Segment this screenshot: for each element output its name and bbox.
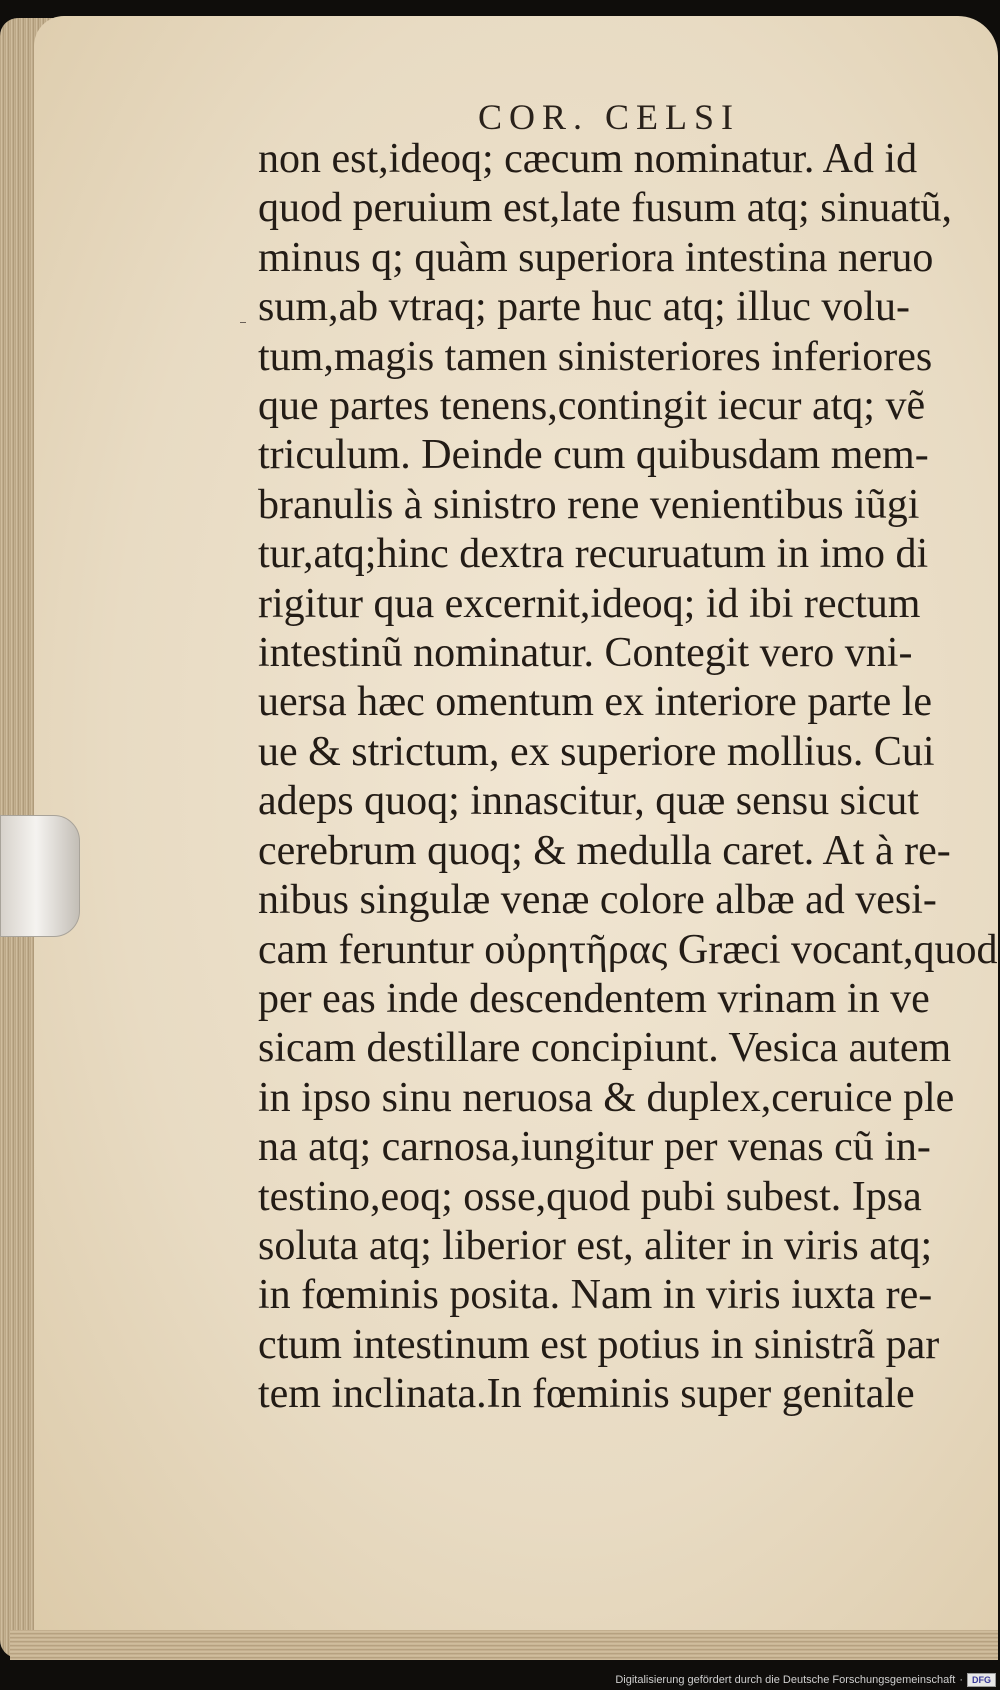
text-line: cam feruntur οὐρητῆρας Græci vocant,quod (258, 926, 998, 973)
text-line: tur,atq;hinc dextra recuruatum in imo di (258, 531, 929, 578)
text-line: soluta atq; liberior est, aliter in viris atq; (258, 1222, 933, 1269)
text-line: na atq; carnosa,iungitur per venas cũ in- (258, 1124, 931, 1171)
text-line: tem inclinata.In fœminis super genitale (258, 1371, 915, 1418)
text-block (258, 135, 998, 1420)
text-line: minus q; quàm superiora intestina neruo (258, 234, 934, 281)
text-line: per eas inde descendentem vrinam in ve (258, 975, 930, 1022)
separator-dot: · (959, 1674, 963, 1686)
page-clip (0, 815, 80, 937)
running-head: COR. CELSI (478, 97, 741, 137)
text-line: tum,magis tamen sinisteriores inferiores (258, 333, 933, 380)
digitization-credit (600, 1672, 996, 1688)
text-line: intestinũ nominatur. Contegit vero vni- (258, 630, 913, 677)
text-line: sicam destillare concipiunt. Vesica autem (258, 1025, 952, 1072)
text-line: in fœminis posita. Nam in viris iuxta re- (258, 1272, 933, 1319)
text-line: non est,ideoq; cæcum nominatur. Ad id (258, 136, 918, 182)
credit-text: Digitalisierung gefördert durch die Deutsche Forschungsgemeinschaft (615, 1674, 956, 1686)
text-line: ue & strictum, ex superiore mollius. Cui (258, 728, 935, 775)
text-line: branulis à sinistro rene venientibus iũgi (258, 481, 920, 528)
text-line: sum,ab vtraq; parte huc atq; illuc volu- (258, 284, 910, 331)
pencil-mark (240, 322, 246, 323)
text-line: quod peruium est,late fusum atq; sinuatũ, (258, 185, 953, 232)
text-line: testino,eoq; osse,quod pubi subest. Ipsa (258, 1173, 922, 1220)
text-line: ctum intestinum est potius in sinistrã par (258, 1321, 940, 1368)
bottom-page-edges (10, 1630, 998, 1660)
text-line: adeps quoq; innascitur, quæ sensu sicut (258, 778, 919, 825)
text-line: nibus singulæ venæ colore albæ ad vesi- (258, 877, 937, 924)
dfg-logo: DFG (967, 1673, 996, 1687)
text-line: in ipso sinu neruosa & duplex,ceruice ple (258, 1074, 955, 1121)
text-line: uersa hæc omentum ex interiore parte le (258, 679, 933, 726)
text-line: cerebrum quoq; & medulla caret. At à re- (258, 827, 951, 874)
text-line: rigitur qua excernit,ideoq; id ibi rectum (258, 580, 921, 627)
text-line: triculum. Deinde cum quibusdam mem- (258, 432, 929, 479)
text-line: que partes tenens,contingit iecur atq; vẽ (258, 383, 926, 430)
